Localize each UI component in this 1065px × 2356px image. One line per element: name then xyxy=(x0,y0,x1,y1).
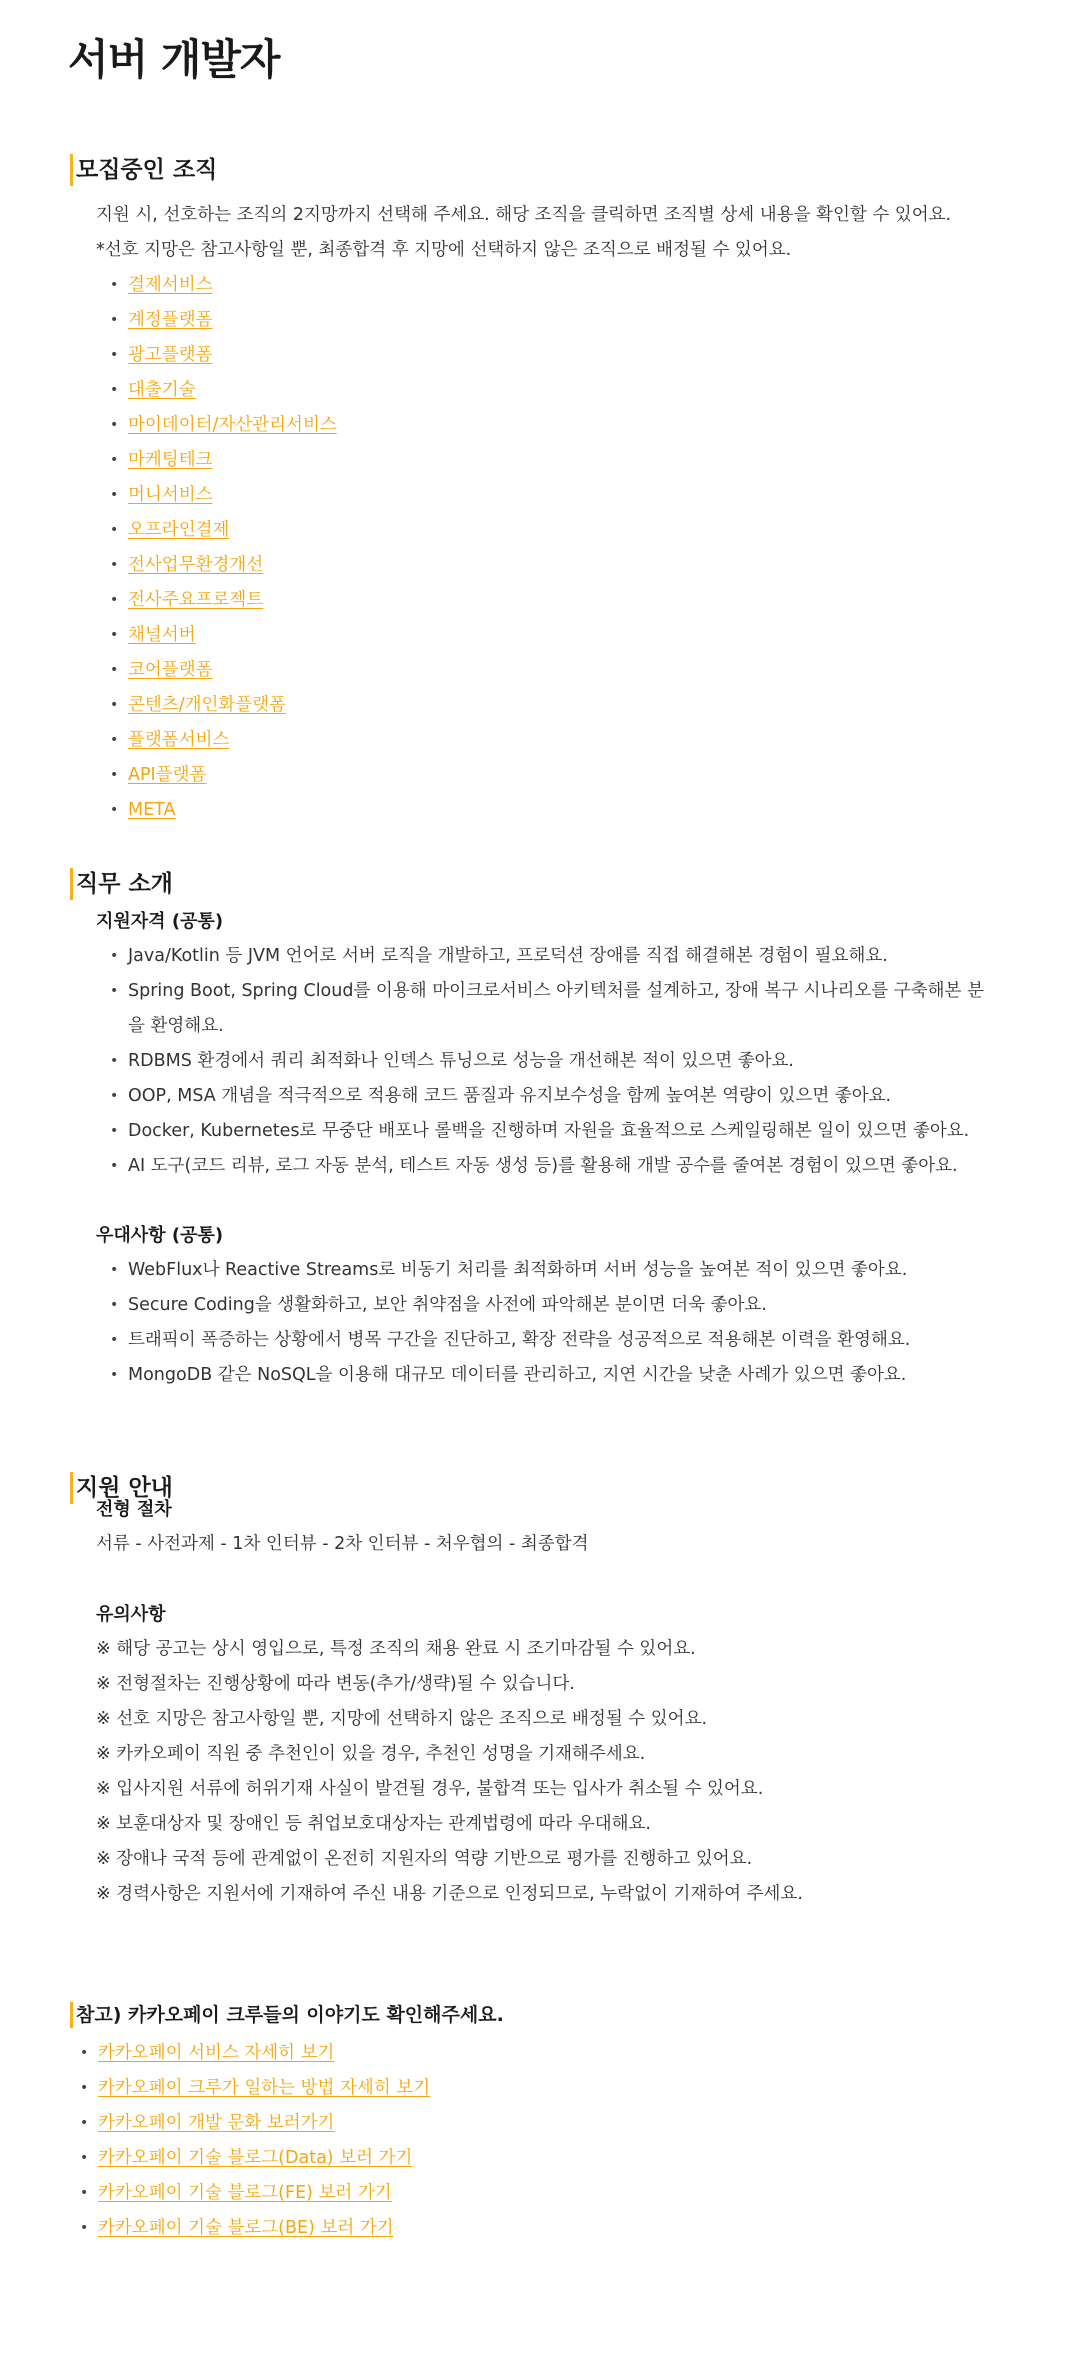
list-item xyxy=(110,268,337,303)
reference-link[interactable]: 카카오페이 기술 블로그(Data) 보러 가기 xyxy=(98,2148,413,2168)
org-link[interactable]: 채널서버 xyxy=(128,625,196,645)
list-item xyxy=(110,1114,1010,1149)
qualification-text: Spring Boot, Spring Cloud를 이용해 마이크로서비스 아키텍처를 설계하고, 장애 복구 시나리오를 구축해본 분 xyxy=(128,981,984,1001)
list-item xyxy=(110,1149,1010,1184)
org-link[interactable]: 전사주요프로젝트 xyxy=(128,590,264,610)
qualification-text: Docker, Kubernetes로 무중단 배포나 롤백을 진행하며 자원을 효율적으로 스케일링해본 일이 있으면 좋아요. xyxy=(128,1121,970,1141)
list-item xyxy=(110,793,337,828)
reference-link[interactable]: 카카오페이 서비스 자세히 보기 xyxy=(98,2043,335,2063)
process-heading: 전형 절차 xyxy=(96,1499,172,1520)
note-line: ※ 보훈대상자 및 장애인 등 취업보호대상자는 관계법령에 따라 우대해요. xyxy=(96,1814,651,1834)
list-item xyxy=(80,2106,430,2141)
org-link[interactable]: 결제서비스 xyxy=(128,275,213,295)
apply-section xyxy=(0,1470,1065,1904)
preferred-text: MongoDB 같은 NoSQL을 이용해 대규모 데이터를 관리하고, 지연 시간을 낮춘 사례가 있으면 좋아요. xyxy=(128,1365,907,1385)
list-item xyxy=(110,1358,1010,1393)
list-item xyxy=(110,513,337,548)
qualification-text: OOP, MSA 개념을 적극적으로 적용해 코드 품질과 유지보수성을 함께 높여본 역량이 있으면 좋아요. xyxy=(128,1086,892,1106)
list-item xyxy=(80,2036,430,2071)
qualifications-list xyxy=(110,939,1010,1184)
qualification-text: 을 환영해요. xyxy=(128,1016,224,1036)
org-link[interactable]: 코어플랫폼 xyxy=(128,660,213,680)
preferred-list xyxy=(110,1253,1010,1393)
apply-heading: 지원 안내 xyxy=(70,1470,1065,1506)
notes-heading: 유의사항 xyxy=(96,1604,166,1625)
list-item-continuation xyxy=(110,1009,1010,1044)
page-title: 서버 개발자 xyxy=(68,35,280,84)
org-link[interactable]: 계정플랫폼 xyxy=(128,310,213,330)
org-link[interactable]: API플랫폼 xyxy=(128,765,207,785)
list-item xyxy=(110,974,1010,1009)
list-item xyxy=(110,303,337,338)
list-item xyxy=(110,1288,1010,1323)
note-line: ※ 경력사항은 지원서에 기재하여 주신 내용 기준으로 인정되므로, 누락없이 기재하여 주세요. xyxy=(96,1884,803,1904)
org-link[interactable]: META xyxy=(128,800,176,820)
preferred-text: 트래픽이 폭증하는 상황에서 병목 구간을 진단하고, 확장 전략을 성공적으로 적용해본 이력을 환영해요. xyxy=(128,1330,911,1350)
org-link[interactable]: 마이데이터/자산관리서비스 xyxy=(128,415,337,435)
org-link[interactable]: 콘텐츠/개인화플랫폼 xyxy=(128,695,287,715)
org-link[interactable]: 마케팅테크 xyxy=(128,450,213,470)
reference-section xyxy=(0,2000,1065,2238)
org-link[interactable]: 대출기술 xyxy=(128,380,196,400)
recruiting-heading: 모집중인 조직 xyxy=(70,152,1065,188)
qualification-text: Java/Kotlin 등 JVM 언어로 서버 로직을 개발하고, 프로덕션 장애를 직접 해결해본 경험이 필요해요. xyxy=(128,946,888,966)
recruiting-section xyxy=(0,152,1065,820)
note-line: ※ 전형절차는 진행상황에 따라 변동(추가/생략)될 수 있습니다. xyxy=(96,1674,575,1694)
reference-link[interactable]: 카카오페이 크루가 일하는 방법 자세히 보기 xyxy=(98,2078,431,2098)
reference-link[interactable]: 카카오페이 기술 블로그(BE) 보러 가기 xyxy=(98,2218,394,2238)
org-link[interactable]: 전사업무환경개선 xyxy=(128,555,264,575)
recruiting-intro: 지원 시, 선호하는 조직의 2지망까지 선택해 주세요. 해당 조직을 클릭하면 조직별 상세 내용을 확인할 수 있어요. xyxy=(96,205,952,225)
list-item xyxy=(80,2176,430,2211)
list-item xyxy=(110,939,1010,974)
list-item xyxy=(110,338,337,373)
note-line: ※ 해당 공고는 상시 영입으로, 특정 조직의 채용 완료 시 조기마감될 수 있어요. xyxy=(96,1639,696,1659)
list-item xyxy=(110,1044,1010,1079)
reference-link[interactable]: 카카오페이 기술 블로그(FE) 보러 가기 xyxy=(98,2183,392,2203)
list-item xyxy=(110,478,337,513)
note-line: ※ 입사지원 서류에 허위기재 사실이 발견될 경우, 불합격 또는 입사가 취소될 수 있어요. xyxy=(96,1779,764,1799)
note-line: ※ 카카오페이 직원 중 추천인이 있을 경우, 추천인 성명을 기재해주세요. xyxy=(96,1744,646,1764)
list-item xyxy=(110,1079,1010,1114)
list-item xyxy=(110,1323,1010,1358)
job-heading: 직무 소개 xyxy=(70,866,1065,902)
list-item xyxy=(80,2211,430,2246)
org-link[interactable]: 광고플랫폼 xyxy=(128,345,213,365)
reference-heading: 참고) 카카오페이 크루들의 이야기도 확인해주세요. xyxy=(70,2000,1065,2030)
qualification-text: RDBMS 환경에서 쿼리 최적화나 인덱스 튜닝으로 성능을 개선해본 적이 있으면 좋아요. xyxy=(128,1051,794,1071)
list-item xyxy=(110,408,337,443)
qualifications-heading: 지원자격 (공통) xyxy=(96,911,224,932)
process-text: 서류 - 사전과제 - 1차 인터뷰 - 2차 인터뷰 - 처우협의 - 최종합격 xyxy=(96,1534,589,1554)
org-link[interactable]: 오프라인결제 xyxy=(128,520,230,540)
list-item xyxy=(110,688,337,723)
list-item xyxy=(110,618,337,653)
preferred-heading: 우대사항 (공통) xyxy=(96,1225,224,1246)
preferred-text: WebFlux나 Reactive Streams로 비동기 처리를 최적화하며 서버 성능을 높여본 적이 있으면 좋아요. xyxy=(128,1260,908,1280)
org-link[interactable]: 머니서비스 xyxy=(128,485,213,505)
job-section xyxy=(0,866,1065,1385)
org-list xyxy=(110,268,337,828)
reference-link-list xyxy=(80,2036,430,2246)
list-item xyxy=(110,653,337,688)
list-item xyxy=(80,2071,430,2106)
list-item xyxy=(110,443,337,478)
note-line: ※ 장애나 국적 등에 관계없이 온전히 지원자의 역량 기반으로 평가를 진행하고 있어요. xyxy=(96,1849,753,1869)
list-item xyxy=(110,723,337,758)
reference-link[interactable]: 카카오페이 개발 문화 보러가기 xyxy=(98,2113,335,2133)
list-item xyxy=(110,758,337,793)
list-item xyxy=(110,548,337,583)
preferred-text: Secure Coding을 생활화하고, 보안 취약점을 사전에 파악해본 분이면 더욱 좋아요. xyxy=(128,1295,767,1315)
list-item xyxy=(110,1253,1010,1288)
note-line: ※ 선호 지망은 참고사항일 뿐, 지망에 선택하지 않은 조직으로 배정될 수 있어요. xyxy=(96,1709,708,1729)
recruiting-note: *선호 지망은 참고사항일 뿐, 최종합격 후 지망에 선택하지 않은 조직으로 배정될 수 있어요. xyxy=(96,240,792,260)
org-link[interactable]: 플랫폼서비스 xyxy=(128,730,230,750)
qualification-text: AI 도구(코드 리뷰, 로그 자동 분석, 테스트 자동 생성 등)를 활용해 개발 공수를 줄여본 경험이 있으면 좋아요. xyxy=(128,1156,958,1176)
list-item xyxy=(80,2141,430,2176)
list-item xyxy=(110,583,337,618)
list-item xyxy=(110,373,337,408)
